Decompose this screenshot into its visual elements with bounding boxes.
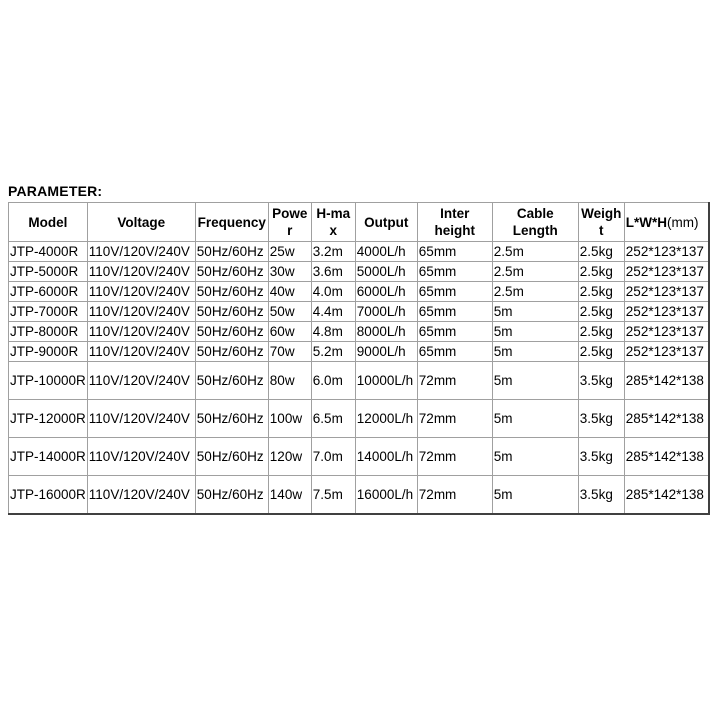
- cell-model: JTP-10000R: [9, 362, 88, 400]
- cell-cable-length: 2.5m: [492, 282, 578, 302]
- cell-power: 40w: [268, 282, 311, 302]
- parameter-table: [8, 202, 710, 515]
- cell-cable-length: 2.5m: [492, 262, 578, 282]
- cell-voltage: 110V/120V/240V: [87, 342, 195, 362]
- cell-frequency: 50Hz/60Hz: [195, 476, 268, 515]
- cell-weight: 3.5kg: [578, 476, 624, 515]
- header-inter-height: Inter height: [417, 203, 492, 242]
- cell-voltage: 110V/120V/240V: [87, 476, 195, 515]
- header-lwh-label: L*W*H: [625, 214, 668, 230]
- table-row: [9, 400, 710, 438]
- cell-voltage: 110V/120V/240V: [87, 242, 195, 262]
- section-title: PARAMETER:: [8, 183, 103, 199]
- cell-power: 25w: [268, 242, 311, 262]
- header-model: Model: [9, 203, 88, 242]
- cell-power: 60w: [268, 322, 311, 342]
- cell-power: 70w: [268, 342, 311, 362]
- cell-frequency: 50Hz/60Hz: [195, 282, 268, 302]
- header-frequency: Frequency: [195, 203, 268, 242]
- cell-hmax: 4.0m: [311, 282, 355, 302]
- cell-inter-height: 65mm: [417, 342, 492, 362]
- table-row: [9, 302, 710, 322]
- cell-hmax: 6.0m: [311, 362, 355, 400]
- cell-hmax: 6.5m: [311, 400, 355, 438]
- cell-model: JTP-9000R: [9, 342, 88, 362]
- cell-model: JTP-8000R: [9, 322, 88, 342]
- cell-cable-length: 5m: [492, 322, 578, 342]
- cell-hmax: 4.4m: [311, 302, 355, 322]
- cell-power: 120w: [268, 438, 311, 476]
- cell-voltage: 110V/120V/240V: [87, 362, 195, 400]
- cell-cable-length: 5m: [492, 438, 578, 476]
- table-row: [9, 322, 710, 342]
- cell-lwh: 285*142*138: [624, 438, 709, 476]
- cell-frequency: 50Hz/60Hz: [195, 262, 268, 282]
- cell-frequency: 50Hz/60Hz: [195, 242, 268, 262]
- cell-inter-height: 65mm: [417, 262, 492, 282]
- cell-frequency: 50Hz/60Hz: [195, 400, 268, 438]
- table-row: [9, 262, 710, 282]
- cell-weight: 2.5kg: [578, 282, 624, 302]
- cell-lwh: 252*123*137: [624, 242, 709, 262]
- cell-weight: 3.5kg: [578, 362, 624, 400]
- table-row: [9, 438, 710, 476]
- cell-lwh: 252*123*137: [624, 282, 709, 302]
- cell-power: 80w: [268, 362, 311, 400]
- cell-model: JTP-4000R: [9, 242, 88, 262]
- cell-power: 100w: [268, 400, 311, 438]
- cell-output: 5000L/h: [355, 262, 417, 282]
- cell-output: 4000L/h: [355, 242, 417, 262]
- cell-cable-length: 5m: [492, 302, 578, 322]
- cell-power: 140w: [268, 476, 311, 515]
- cell-lwh: 285*142*138: [624, 400, 709, 438]
- cell-inter-height: 65mm: [417, 282, 492, 302]
- cell-lwh: 252*123*137: [624, 262, 709, 282]
- cell-model: JTP-12000R: [9, 400, 88, 438]
- cell-frequency: 50Hz/60Hz: [195, 362, 268, 400]
- cell-hmax: 7.5m: [311, 476, 355, 515]
- header-cable-length: Cable Length: [492, 203, 578, 242]
- cell-cable-length: 5m: [492, 362, 578, 400]
- cell-power: 30w: [268, 262, 311, 282]
- cell-inter-height: 72mm: [417, 400, 492, 438]
- header-lwh: [624, 203, 709, 242]
- cell-cable-length: 2.5m: [492, 242, 578, 262]
- cell-lwh: 252*123*137: [624, 342, 709, 362]
- cell-frequency: 50Hz/60Hz: [195, 302, 268, 322]
- header-voltage: Voltage: [87, 203, 195, 242]
- cell-hmax: 4.8m: [311, 322, 355, 342]
- cell-cable-length: 5m: [492, 342, 578, 362]
- cell-cable-length: 5m: [492, 476, 578, 515]
- cell-model: JTP-14000R: [9, 438, 88, 476]
- cell-voltage: 110V/120V/240V: [87, 322, 195, 342]
- header-output: Output: [355, 203, 417, 242]
- cell-output: 8000L/h: [355, 322, 417, 342]
- cell-frequency: 50Hz/60Hz: [195, 322, 268, 342]
- cell-hmax: 5.2m: [311, 342, 355, 362]
- cell-hmax: 7.0m: [311, 438, 355, 476]
- cell-output: 14000L/h: [355, 438, 417, 476]
- cell-inter-height: 72mm: [417, 476, 492, 515]
- cell-lwh: 285*142*138: [624, 362, 709, 400]
- cell-weight: 2.5kg: [578, 342, 624, 362]
- cell-voltage: 110V/120V/240V: [87, 282, 195, 302]
- header-lwh-unit: (mm): [667, 214, 699, 230]
- cell-weight: 2.5kg: [578, 262, 624, 282]
- cell-weight: 2.5kg: [578, 302, 624, 322]
- cell-voltage: 110V/120V/240V: [87, 400, 195, 438]
- table-row: [9, 476, 710, 515]
- cell-lwh: 252*123*137: [624, 322, 709, 342]
- cell-output: 12000L/h: [355, 400, 417, 438]
- cell-lwh: 252*123*137: [624, 302, 709, 322]
- cell-inter-height: 72mm: [417, 438, 492, 476]
- cell-output: 16000L/h: [355, 476, 417, 515]
- cell-hmax: 3.6m: [311, 262, 355, 282]
- cell-output: 7000L/h: [355, 302, 417, 322]
- header-weight: Weight: [578, 203, 624, 242]
- cell-voltage: 110V/120V/240V: [87, 438, 195, 476]
- cell-weight: 2.5kg: [578, 242, 624, 262]
- header-hmax: H-max: [311, 203, 355, 242]
- cell-hmax: 3.2m: [311, 242, 355, 262]
- cell-weight: 2.5kg: [578, 322, 624, 342]
- header-power: Power: [268, 203, 311, 242]
- table-row: [9, 362, 710, 400]
- cell-cable-length: 5m: [492, 400, 578, 438]
- cell-model: JTP-7000R: [9, 302, 88, 322]
- cell-power: 50w: [268, 302, 311, 322]
- cell-output: 10000L/h: [355, 362, 417, 400]
- cell-frequency: 50Hz/60Hz: [195, 342, 268, 362]
- cell-output: 6000L/h: [355, 282, 417, 302]
- cell-frequency: 50Hz/60Hz: [195, 438, 268, 476]
- cell-weight: 3.5kg: [578, 438, 624, 476]
- cell-inter-height: 72mm: [417, 362, 492, 400]
- cell-voltage: 110V/120V/240V: [87, 262, 195, 282]
- cell-inter-height: 65mm: [417, 242, 492, 262]
- table-row: [9, 342, 710, 362]
- cell-output: 9000L/h: [355, 342, 417, 362]
- table-row: [9, 242, 710, 262]
- cell-model: JTP-16000R: [9, 476, 88, 515]
- cell-model: JTP-6000R: [9, 282, 88, 302]
- table-row: [9, 282, 710, 302]
- cell-lwh: 285*142*138: [624, 476, 709, 515]
- cell-voltage: 110V/120V/240V: [87, 302, 195, 322]
- cell-inter-height: 65mm: [417, 322, 492, 342]
- header-row: [9, 203, 710, 242]
- cell-model: JTP-5000R: [9, 262, 88, 282]
- cell-weight: 3.5kg: [578, 400, 624, 438]
- cell-inter-height: 65mm: [417, 302, 492, 322]
